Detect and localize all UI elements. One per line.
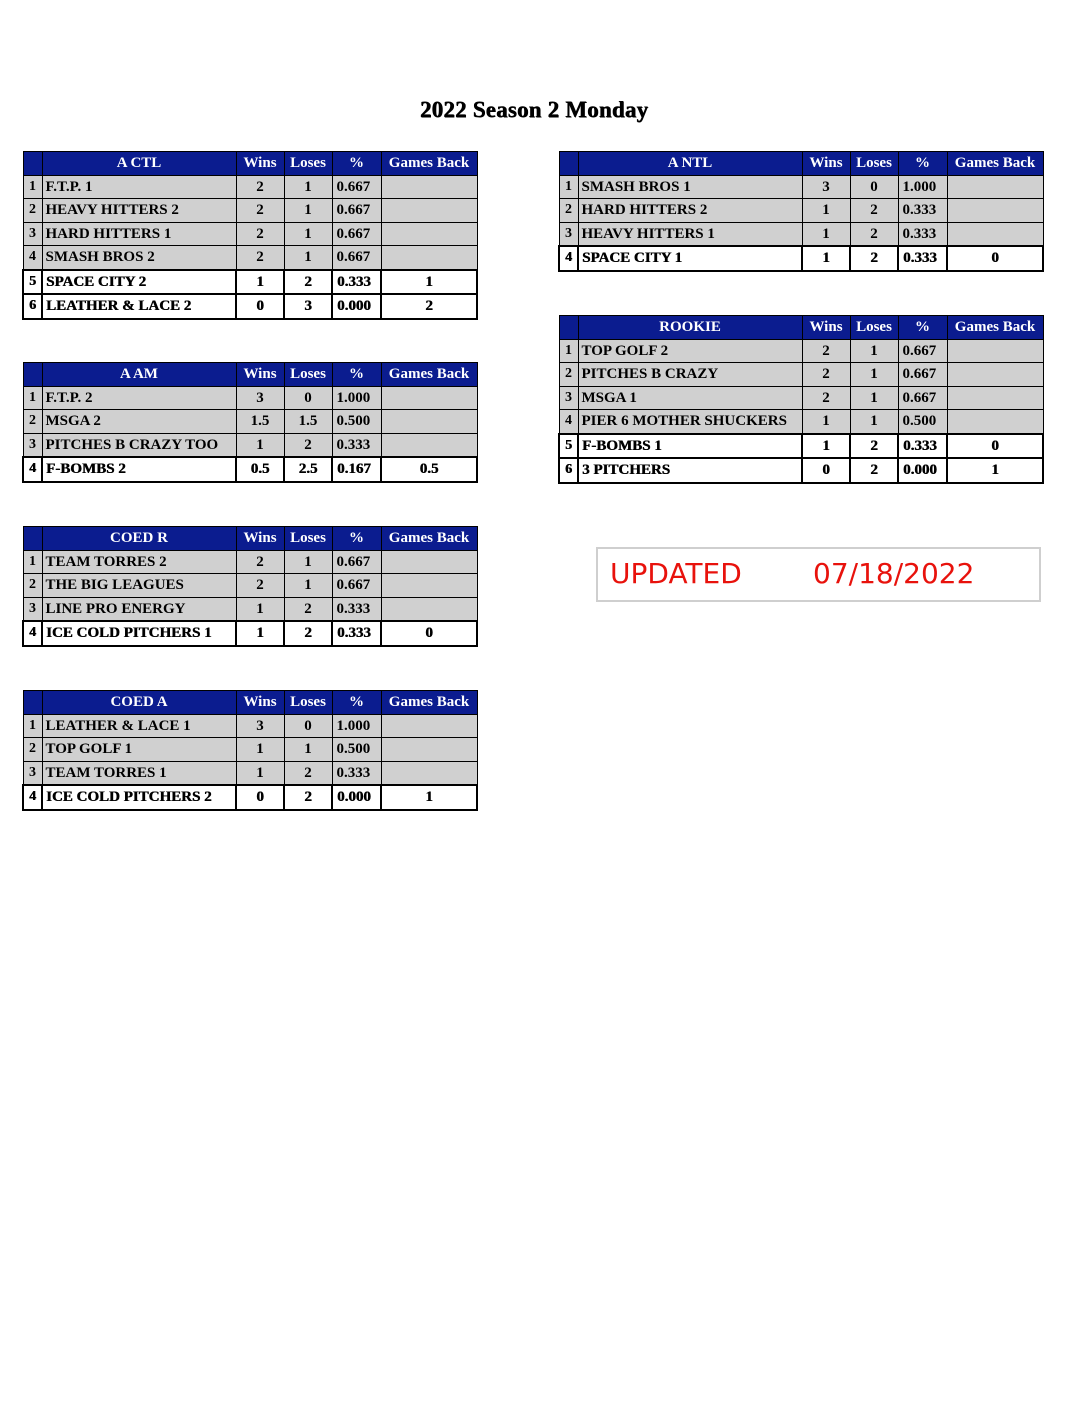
pct-cell: 0.333 (898, 222, 947, 246)
games-back-cell (381, 175, 477, 199)
wins-cell: 1.5 (236, 410, 284, 434)
updated-label: UPDATED (610, 557, 742, 590)
pct-cell: 0.667 (332, 175, 381, 199)
pct-cell: 0.667 (332, 550, 381, 574)
pct-cell: 0.500 (332, 410, 381, 434)
table-header-row (23, 363, 477, 387)
pct-header: % (332, 152, 381, 176)
division-name: A NTL (578, 152, 802, 176)
team-name: LEATHER & LACE 2 (42, 294, 236, 319)
pct-header: % (332, 691, 381, 715)
team-name: MSGA 1 (578, 386, 802, 410)
loses-cell: 2 (850, 222, 898, 246)
table-header-row (23, 152, 477, 176)
pct-cell: 0.667 (332, 574, 381, 598)
games-back-cell: 0.5 (381, 457, 477, 482)
standings-table-a-ntl (558, 151, 1044, 272)
table-row (559, 222, 1043, 246)
team-name: ICE COLD PITCHERS 2 (42, 785, 236, 810)
wins-cell: 3 (236, 386, 284, 410)
division-name: ROOKIE (578, 316, 802, 340)
loses-cell: 1 (284, 574, 332, 598)
games-back-cell (381, 574, 477, 598)
loses-cell: 0 (850, 175, 898, 199)
standings-table-coed-a (22, 690, 478, 811)
wins-cell: 0 (236, 294, 284, 319)
loses-cell: 1 (850, 410, 898, 434)
games-back-header: Games Back (381, 152, 477, 176)
wins-cell: 2 (236, 199, 284, 223)
rank-cell: 1 (23, 714, 42, 738)
games-back-cell (947, 175, 1043, 199)
pct-cell: 0.667 (332, 222, 381, 246)
wins-cell: 0.5 (236, 457, 284, 482)
team-name: F.T.P. 1 (42, 175, 236, 199)
games-back-cell (381, 246, 477, 270)
wins-cell: 1 (802, 199, 850, 223)
games-back-header: Games Back (381, 527, 477, 551)
loses-cell: 2 (284, 785, 332, 810)
team-name: F-BOMBS 1 (578, 434, 802, 459)
rank-cell: 6 (23, 294, 42, 319)
games-back-cell: 0 (947, 246, 1043, 271)
rank-cell: 1 (559, 175, 578, 199)
rank-cell: 3 (23, 433, 42, 457)
pct-cell: 1.000 (332, 386, 381, 410)
table-row (23, 714, 477, 738)
loses-cell: 1 (284, 222, 332, 246)
team-name: HEAVY HITTERS 2 (42, 199, 236, 223)
pct-cell: 0.333 (332, 761, 381, 785)
loses-cell: 2 (850, 458, 898, 483)
pct-cell: 0.667 (898, 363, 947, 387)
loses-cell: 2 (284, 761, 332, 785)
table-row (23, 199, 477, 223)
pct-cell: 0.000 (898, 458, 947, 483)
wins-cell: 3 (802, 175, 850, 199)
pct-header: % (332, 527, 381, 551)
table-header-row (23, 527, 477, 551)
rank-cell: 5 (559, 434, 578, 459)
pct-cell: 0.500 (898, 410, 947, 434)
games-back-cell (381, 199, 477, 223)
team-name: PIER 6 MOTHER SHUCKERS (578, 410, 802, 434)
team-name: SPACE CITY 1 (578, 246, 802, 271)
table-row (23, 270, 477, 295)
team-name: LEATHER & LACE 1 (42, 714, 236, 738)
table-row (559, 339, 1043, 363)
rank-cell: 4 (23, 246, 42, 270)
team-name: SMASH BROS 2 (42, 246, 236, 270)
loses-cell: 2 (284, 621, 332, 646)
standings-table-rookie (558, 315, 1044, 484)
pct-header: % (898, 152, 947, 176)
loses-cell: 2 (850, 199, 898, 223)
team-name: ICE COLD PITCHERS 1 (42, 621, 236, 646)
wins-cell: 1 (236, 738, 284, 762)
wins-cell: 2 (236, 550, 284, 574)
table-row (559, 410, 1043, 434)
pct-cell: 0.167 (332, 457, 381, 482)
team-name: THE BIG LEAGUES (42, 574, 236, 598)
team-name: PITCHES B CRAZY TOO (42, 433, 236, 457)
wins-cell: 2 (236, 246, 284, 270)
division-name: A AM (42, 363, 236, 387)
table-row (23, 246, 477, 270)
rank-header (559, 152, 578, 176)
team-name: MSGA 2 (42, 410, 236, 434)
rank-cell: 2 (559, 199, 578, 223)
rank-cell: 1 (23, 550, 42, 574)
games-back-cell (381, 597, 477, 621)
rank-cell: 6 (559, 458, 578, 483)
games-back-cell (381, 410, 477, 434)
table-row (23, 386, 477, 410)
loses-cell: 1 (284, 738, 332, 762)
games-back-cell: 1 (381, 785, 477, 810)
team-name: SMASH BROS 1 (578, 175, 802, 199)
team-name: HEAVY HITTERS 1 (578, 222, 802, 246)
pct-cell: 1.000 (898, 175, 947, 199)
rank-header (23, 152, 42, 176)
loses-cell: 2 (284, 270, 332, 295)
table-row (23, 457, 477, 482)
loses-cell: 2.5 (284, 457, 332, 482)
table-row (559, 246, 1043, 271)
rank-cell: 3 (23, 761, 42, 785)
pct-cell: 0.333 (332, 433, 381, 457)
pct-cell: 0.333 (332, 270, 381, 295)
rank-header (23, 363, 42, 387)
games-back-cell: 1 (381, 270, 477, 295)
wins-cell: 2 (236, 222, 284, 246)
pct-cell: 0.333 (898, 434, 947, 459)
loses-cell: 3 (284, 294, 332, 319)
rank-cell: 4 (23, 457, 42, 482)
wins-cell: 0 (236, 785, 284, 810)
table-row (559, 434, 1043, 459)
table-row (23, 410, 477, 434)
rank-header (23, 691, 42, 715)
wins-cell: 1 (802, 222, 850, 246)
games-back-cell (381, 714, 477, 738)
loses-cell: 1 (284, 246, 332, 270)
rank-cell: 4 (23, 621, 42, 646)
rank-cell: 1 (23, 175, 42, 199)
loses-header: Loses (284, 691, 332, 715)
rank-cell: 4 (23, 785, 42, 810)
loses-header: Loses (284, 363, 332, 387)
updated-date: 07/18/2022 (813, 557, 975, 590)
rank-cell: 3 (559, 386, 578, 410)
pct-cell: 1.000 (332, 714, 381, 738)
table-header-row (559, 316, 1043, 340)
table-row (559, 199, 1043, 223)
rank-cell: 1 (23, 386, 42, 410)
games-back-cell (381, 550, 477, 574)
games-back-cell: 0 (381, 621, 477, 646)
games-back-cell (381, 738, 477, 762)
loses-cell: 2 (850, 246, 898, 271)
standings-table-a-ctl (22, 151, 478, 320)
wins-header: Wins (236, 152, 284, 176)
loses-cell: 2 (284, 597, 332, 621)
team-name: HARD HITTERS 2 (578, 199, 802, 223)
loses-cell: 2 (284, 433, 332, 457)
wins-header: Wins (802, 152, 850, 176)
table-row (23, 574, 477, 598)
rank-cell: 2 (559, 363, 578, 387)
games-back-cell (381, 761, 477, 785)
loses-cell: 2 (850, 434, 898, 459)
table-header-row (23, 691, 477, 715)
rank-header (559, 316, 578, 340)
loses-cell: 1 (850, 339, 898, 363)
wins-cell: 2 (236, 574, 284, 598)
table-row (23, 550, 477, 574)
loses-cell: 1 (284, 550, 332, 574)
table-header-row (559, 152, 1043, 176)
games-back-cell (947, 199, 1043, 223)
games-back-cell: 1 (947, 458, 1043, 483)
team-name: TEAM TORRES 1 (42, 761, 236, 785)
rank-cell: 3 (559, 222, 578, 246)
pct-cell: 0.333 (332, 597, 381, 621)
wins-header: Wins (236, 363, 284, 387)
wins-cell: 1 (236, 270, 284, 295)
pct-cell: 0.500 (332, 738, 381, 762)
table-row (559, 458, 1043, 483)
wins-cell: 1 (802, 434, 850, 459)
loses-cell: 1 (850, 363, 898, 387)
rank-cell: 3 (23, 597, 42, 621)
team-name: 3 PITCHERS (578, 458, 802, 483)
pct-cell: 0.667 (898, 386, 947, 410)
games-back-cell (947, 410, 1043, 434)
team-name: F.T.P. 2 (42, 386, 236, 410)
wins-cell: 1 (236, 433, 284, 457)
team-name: TEAM TORRES 2 (42, 550, 236, 574)
loses-cell: 1 (284, 199, 332, 223)
table-row (23, 621, 477, 646)
loses-cell: 0 (284, 386, 332, 410)
table-row (23, 222, 477, 246)
loses-cell: 1 (850, 386, 898, 410)
table-row (23, 294, 477, 319)
wins-cell: 2 (802, 363, 850, 387)
rank-cell: 2 (23, 410, 42, 434)
wins-cell: 2 (802, 386, 850, 410)
pct-cell: 0.667 (332, 199, 381, 223)
standings-table-coed-r (22, 526, 478, 647)
rank-cell: 1 (559, 339, 578, 363)
table-row (559, 175, 1043, 199)
games-back-header: Games Back (947, 316, 1043, 340)
team-name: TOP GOLF 1 (42, 738, 236, 762)
division-name: A CTL (42, 152, 236, 176)
pct-cell: 0.333 (898, 199, 947, 223)
wins-cell: 1 (236, 621, 284, 646)
rank-header (23, 527, 42, 551)
loses-header: Loses (850, 316, 898, 340)
wins-header: Wins (236, 527, 284, 551)
table-row (559, 363, 1043, 387)
team-name: PITCHES B CRAZY (578, 363, 802, 387)
table-row (23, 738, 477, 762)
rank-cell: 3 (23, 222, 42, 246)
rank-cell: 2 (23, 738, 42, 762)
rank-cell: 2 (23, 574, 42, 598)
rank-cell: 4 (559, 246, 578, 271)
pct-cell: 0.000 (332, 785, 381, 810)
wins-cell: 1 (236, 597, 284, 621)
games-back-cell (947, 222, 1043, 246)
loses-header: Loses (284, 527, 332, 551)
games-back-cell (381, 433, 477, 457)
table-row (559, 386, 1043, 410)
loses-cell: 0 (284, 714, 332, 738)
pct-header: % (332, 363, 381, 387)
rank-cell: 5 (23, 270, 42, 295)
rank-cell: 2 (23, 199, 42, 223)
division-name: COED R (42, 527, 236, 551)
games-back-cell (947, 363, 1043, 387)
games-back-cell (381, 222, 477, 246)
games-back-cell (947, 386, 1043, 410)
games-back-cell: 0 (947, 434, 1043, 459)
pct-header: % (898, 316, 947, 340)
pct-cell: 0.000 (332, 294, 381, 319)
team-name: LINE PRO ENERGY (42, 597, 236, 621)
team-name: HARD HITTERS 1 (42, 222, 236, 246)
games-back-header: Games Back (381, 691, 477, 715)
wins-cell: 2 (802, 339, 850, 363)
page-title: 2022 Season 2 Monday (419, 97, 649, 122)
wins-cell: 1 (802, 246, 850, 271)
division-name: COED A (42, 691, 236, 715)
games-back-cell: 2 (381, 294, 477, 319)
loses-header: Loses (284, 152, 332, 176)
games-back-header: Games Back (381, 363, 477, 387)
wins-cell: 2 (236, 175, 284, 199)
games-back-cell (947, 339, 1043, 363)
pct-cell: 0.667 (898, 339, 947, 363)
wins-cell: 1 (802, 410, 850, 434)
table-row (23, 433, 477, 457)
games-back-cell (381, 386, 477, 410)
wins-cell: 0 (802, 458, 850, 483)
pct-cell: 0.667 (332, 246, 381, 270)
loses-cell: 1 (284, 175, 332, 199)
wins-cell: 1 (236, 761, 284, 785)
table-row (23, 597, 477, 621)
team-name: SPACE CITY 2 (42, 270, 236, 295)
games-back-header: Games Back (947, 152, 1043, 176)
wins-header: Wins (236, 691, 284, 715)
table-row (23, 175, 477, 199)
table-row (23, 785, 477, 810)
team-name: F-BOMBS 2 (42, 457, 236, 482)
wins-header: Wins (802, 316, 850, 340)
pct-cell: 0.333 (332, 621, 381, 646)
pct-cell: 0.333 (898, 246, 947, 271)
loses-cell: 1.5 (284, 410, 332, 434)
rank-cell: 4 (559, 410, 578, 434)
loses-header: Loses (850, 152, 898, 176)
table-row (23, 761, 477, 785)
standings-table-a-am (22, 362, 478, 483)
team-name: TOP GOLF 2 (578, 339, 802, 363)
wins-cell: 3 (236, 714, 284, 738)
updated-box (596, 547, 1041, 602)
